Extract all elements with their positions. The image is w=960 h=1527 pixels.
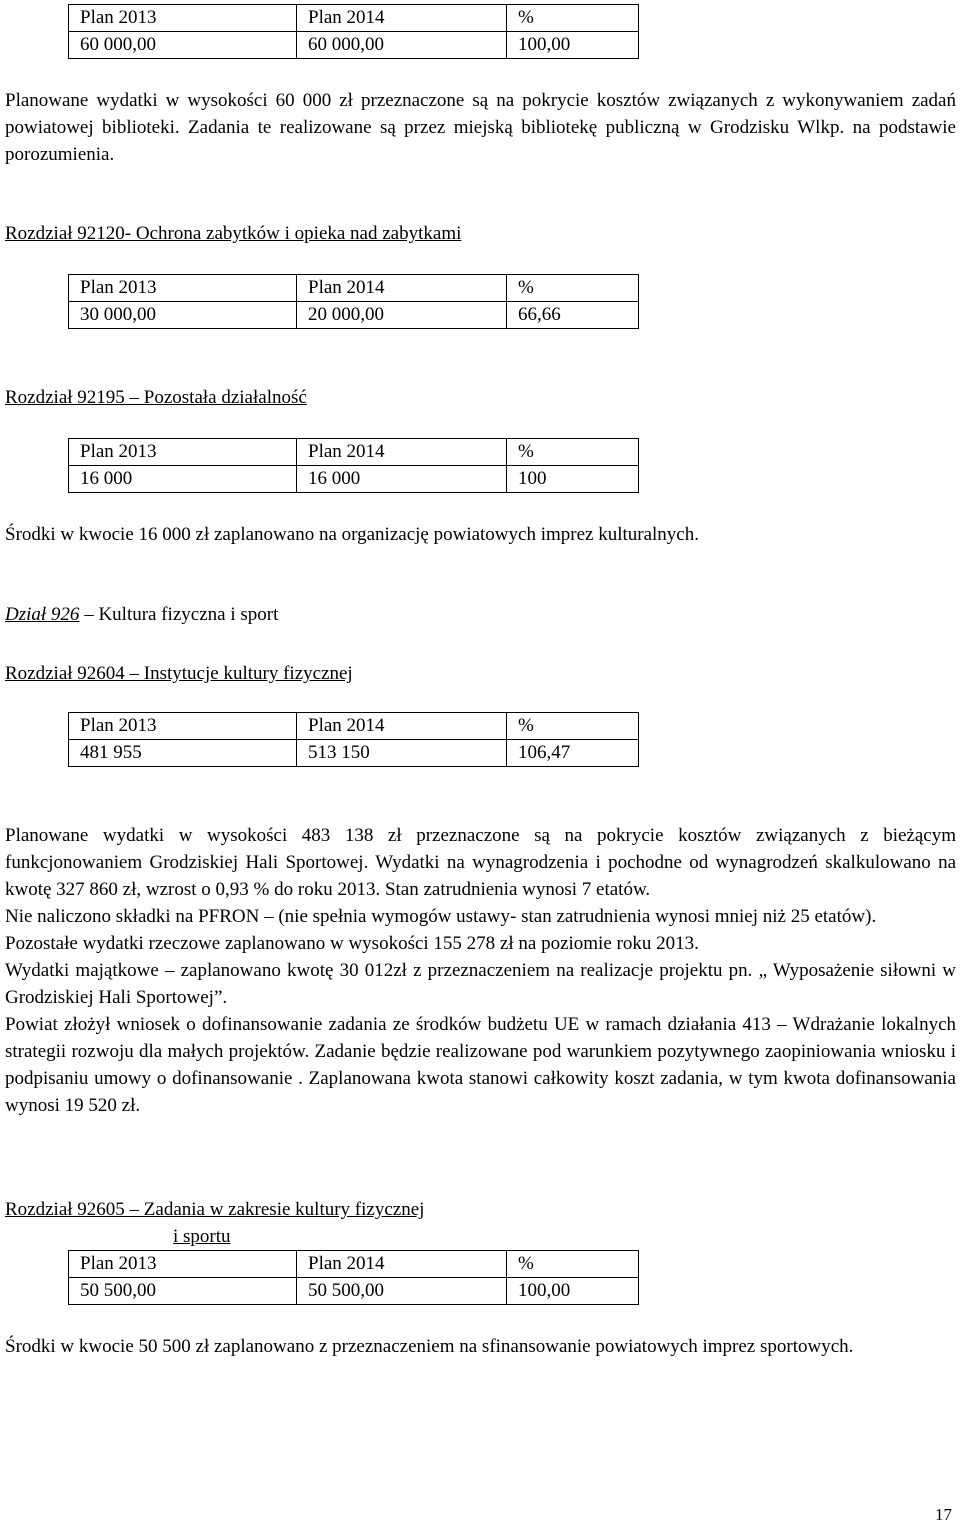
table-cell: 100 xyxy=(507,466,639,493)
plan-table-bibliotека xyxy=(68,4,639,59)
table-header-cell: % xyxy=(507,439,639,466)
table-header-cell: % xyxy=(507,1251,639,1278)
paragraph-wniosek: Powiat złożył wniosek o dofinansowanie zadania ze środków budżetu UE w ramach działania 413 – Wdrażanie lokalnych strategii rozwoju dla małych projektów. Zadanie będzie realizowane pod warunkiem pozytywnego zaopiniowania wniosku i podpisaniu umowy o dofinansowanie . Zaplanowana kwota stanowi całkowity koszt zadania, w tym kwota dofinansowania wynosi 19 520 zł. xyxy=(5,1014,956,1116)
table-header-cell: Plan 2014 xyxy=(297,439,507,466)
table-row xyxy=(69,1278,639,1305)
table-header-row xyxy=(69,275,639,302)
table-cell: 106,47 xyxy=(507,740,639,767)
table-cell: 513 150 xyxy=(297,740,507,767)
table-header-cell: Plan 2013 xyxy=(69,439,297,466)
table-header-cell: % xyxy=(507,275,639,302)
table-row xyxy=(69,32,639,59)
paragraph-pfron: Nie naliczono składki na PFRON – (nie spełnia wymogów ustawy- stan zatrudnienia wynosi mniej niż 25 etatów). xyxy=(5,906,877,927)
plan-table-92195 xyxy=(68,438,639,493)
table-row xyxy=(69,740,639,767)
heading-92120: Rozdział 92120- Ochrona zabytków i opieka nad zabytkami xyxy=(5,223,462,244)
table-cell: 100,00 xyxy=(507,1278,639,1305)
table-header-cell: % xyxy=(507,713,639,740)
table-cell: 16 000 xyxy=(69,466,297,493)
table-header-cell: Plan 2014 xyxy=(297,275,507,302)
paragraph-biblioteka: Planowane wydatki w wysokości 60 000 zł przeznaczone są na pokrycie kosztów związanych z wykonywaniem zadań powiatowej biblioteki. Zadania te realizowane są przez miejską bibliotekę publiczną w Grodzisku Wlkp. na podstawie porozumienia. xyxy=(5,90,956,165)
table-row xyxy=(69,466,639,493)
table-row xyxy=(69,302,639,329)
table-header-cell: Plan 2014 xyxy=(297,1251,507,1278)
dzial-label: Dział 926 xyxy=(5,604,80,625)
table-header-cell: % xyxy=(507,5,639,32)
paragraph-imprezy-kulturalne: Środki w kwocie 16 000 zł zaplanowano na organizację powiatowych imprez kulturalnych. xyxy=(5,524,699,545)
heading-dzial-926 xyxy=(5,601,278,628)
heading-92605-line2: i sportu xyxy=(173,1226,231,1247)
table-header-row xyxy=(69,439,639,466)
table-cell: 60 000,00 xyxy=(297,32,507,59)
table-cell: 50 500,00 xyxy=(69,1278,297,1305)
table-header-cell: Plan 2013 xyxy=(69,1251,297,1278)
table-header-cell: Plan 2014 xyxy=(297,5,507,32)
table-cell: 60 000,00 xyxy=(69,32,297,59)
paragraph-wydatki-majatkowe: Wydatki majątkowe – zaplanowano kwotę 30 012zł z przeznaczeniem na realizacje projektu pn. „ Wyposażenie siłowni w Grodziskiej Hali Sportowej”. xyxy=(5,960,956,1008)
table-cell: 16 000 xyxy=(297,466,507,493)
table-header-cell: Plan 2013 xyxy=(69,5,297,32)
table-header-row xyxy=(69,1251,639,1278)
table-cell: 30 000,00 xyxy=(69,302,297,329)
paragraph-imprezy-sportowe: Środki w kwocie 50 500 zł zaplanowano z przeznaczeniem na sfinansowanie powiatowych imprez sportowych. xyxy=(5,1336,854,1357)
paragraph-wydatki-rzeczowe: Pozostałe wydatki rzeczowe zaplanowano w wysokości 155 278 zł na poziomie roku 2013. xyxy=(5,933,699,954)
dzial-title: – Kultura fizyczna i sport xyxy=(84,604,279,625)
page-number: 17 xyxy=(935,1505,952,1524)
heading-92605 xyxy=(5,1196,424,1250)
table-header-cell: Plan 2013 xyxy=(69,275,297,302)
paragraph-hala-sportowa xyxy=(5,822,956,1119)
table-header-cell: Plan 2014 xyxy=(297,713,507,740)
heading-92604: Rozdział 92604 – Instytucje kultury fizycznej xyxy=(5,663,353,684)
heading-92605-line1: Rozdział 92605 – Zadania w zakresie kultury fizycznej xyxy=(5,1199,425,1220)
plan-table-92120 xyxy=(68,274,639,329)
table-cell: 66,66 xyxy=(507,302,639,329)
plan-table-92605 xyxy=(68,1250,639,1305)
table-cell: 20 000,00 xyxy=(297,302,507,329)
plan-table-92604 xyxy=(68,712,639,767)
table-cell: 100,00 xyxy=(507,32,639,59)
paragraph-wydatki: Planowane wydatki w wysokości 483 138 zł przeznaczone są na pokrycie kosztów związanych z bieżącym funkcjonowaniem Grodziskiej Hali Sportowej. Wydatki na wynagrodzenia i pochodne od wynagrodzeń skalkulowano na kwotę 327 860 zł, wzrost o 0,93 % do roku 2013. Stan zatrudnienia wynosi 7 etatów. xyxy=(5,825,956,900)
table-header-cell: Plan 2013 xyxy=(69,713,297,740)
heading-92195: Rozdział 92195 – Pozostała działalność xyxy=(5,387,307,408)
table-header-row xyxy=(69,713,639,740)
table-cell: 50 500,00 xyxy=(297,1278,507,1305)
table-cell: 481 955 xyxy=(69,740,297,767)
table-header-row xyxy=(69,5,639,32)
